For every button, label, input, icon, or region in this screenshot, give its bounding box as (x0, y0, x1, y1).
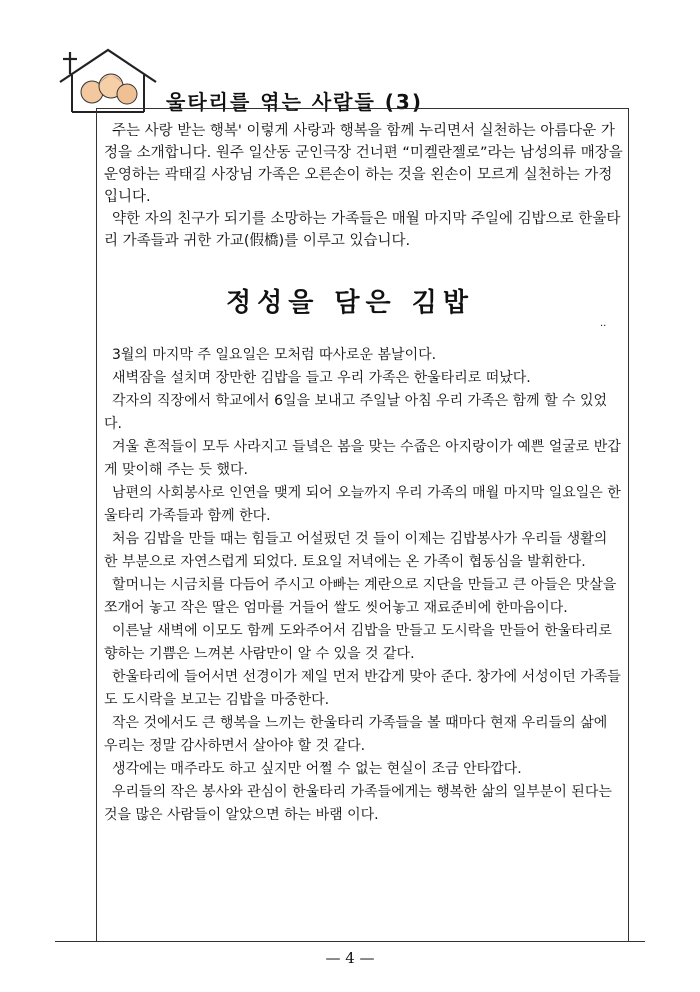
body-paragraph: 겨울 흔적들이 모두 사라지고 들녘은 봄을 맞는 수줍은 아지랑이가 예쁜 얼굴로 반갑게 맞이해 주는 듯 했다. (104, 439, 621, 478)
body-paragraph: 처음 김밥을 만들 때는 힘들고 어설펐던 것 들이 이제는 김밥봉사가 우리들 생활의 한 부분으로 자연스럽게 되었다. 토요일 저녁에는 온 가족이 협동심을 발휘한다. (104, 531, 608, 570)
page-number: — 4 — (325, 949, 375, 967)
frame-right-rule (628, 108, 629, 942)
ornament-dots: .. (600, 318, 607, 329)
intro-section (104, 120, 624, 252)
frame-top-rule (96, 108, 628, 109)
body-paragraph: 3월의 마지막 주 일요일은 모처럼 따사로운 봄날이다. (112, 347, 437, 363)
body-paragraph: 할머니는 시금치를 다듬어 주시고 아빠는 계란으로 지단을 만들고 큰 아들은 맛살을 쪼개어 놓고 작은 딸은 엄마를 거들어 쌀도 씻어놓고 재료준비에 한마음이다. (104, 577, 617, 616)
body-paragraph: 새벽잠을 설치며 장만한 김밥을 들고 우리 가족은 한울타리로 떠났다. (112, 370, 531, 386)
body-paragraph: 우리들의 작은 봉사와 관심이 한울타리 가족들에게는 행복한 삶의 일부분이 된다는 것을 많은 사람들이 알았으면 하는 바램 이다. (104, 784, 612, 823)
body-paragraph: 생각에는 매주라도 하고 싶지만 어쩔 수 없는 현실이 조금 안타깝다. (112, 761, 522, 777)
body-paragraph: 작은 것에서도 큰 행복을 느끼는 한울타리 가족들을 볼 때마다 현재 우리들의 삶에 우리는 정말 감사하면서 살아야 할 것 같다. (104, 715, 608, 754)
article-body (104, 344, 624, 827)
series-title: 울타리를 엮는 사람들 (3) (166, 90, 423, 114)
article-title: 정성을 담은 김밥 (226, 288, 474, 318)
body-paragraph: 이른날 새벽에 이모도 함께 도와주어서 김밥을 만들고 도시락을 만들어 한울타리로 향하는 기쁨은 느껴본 사람만이 알 수 있을 것 같다. (104, 623, 612, 662)
body-paragraph: 남편의 사회봉사로 인연을 맺게 되어 오늘까지 우리 가족의 매월 마지막 일요일은 한울타리 가족들과 함께 한다. (104, 485, 621, 524)
intro-paragraph: 약한 자의 친구가 되기를 소망하는 가족들은 매월 마지막 주일에 김밥으로 한울타리 가족들과 귀한 가교(假橋)를 이루고 있습니다. (104, 211, 621, 249)
frame-bottom-rule (55, 941, 645, 942)
body-paragraph: 각자의 직장에서 학교에서 6일을 보내고 주일날 아침 우리 가족은 함께 할 수 있었다. (104, 393, 608, 432)
frame-left-rule (96, 108, 97, 942)
intro-paragraph: 주는 사랑 받는 행복' 이렇게 사랑과 행복을 함께 누리면서 실천하는 아름다운 가정을 소개합니다. 원주 일산동 군인극장 건너편 “미켈란젤로”라는 남성의류 매장을 운영하는 곽태길 사장님 가족은 오른손이 하는 것을 왼손이 모르게 실천하는 가정입니다. (104, 123, 623, 205)
house-family-logo (58, 48, 162, 120)
body-paragraph: 한울타리에 들어서면 선경이가 제일 먼저 반갑게 맞아 준다. 창가에 서성이던 가족들도 도시락을 보고는 김밥을 마중한다. (104, 669, 621, 708)
